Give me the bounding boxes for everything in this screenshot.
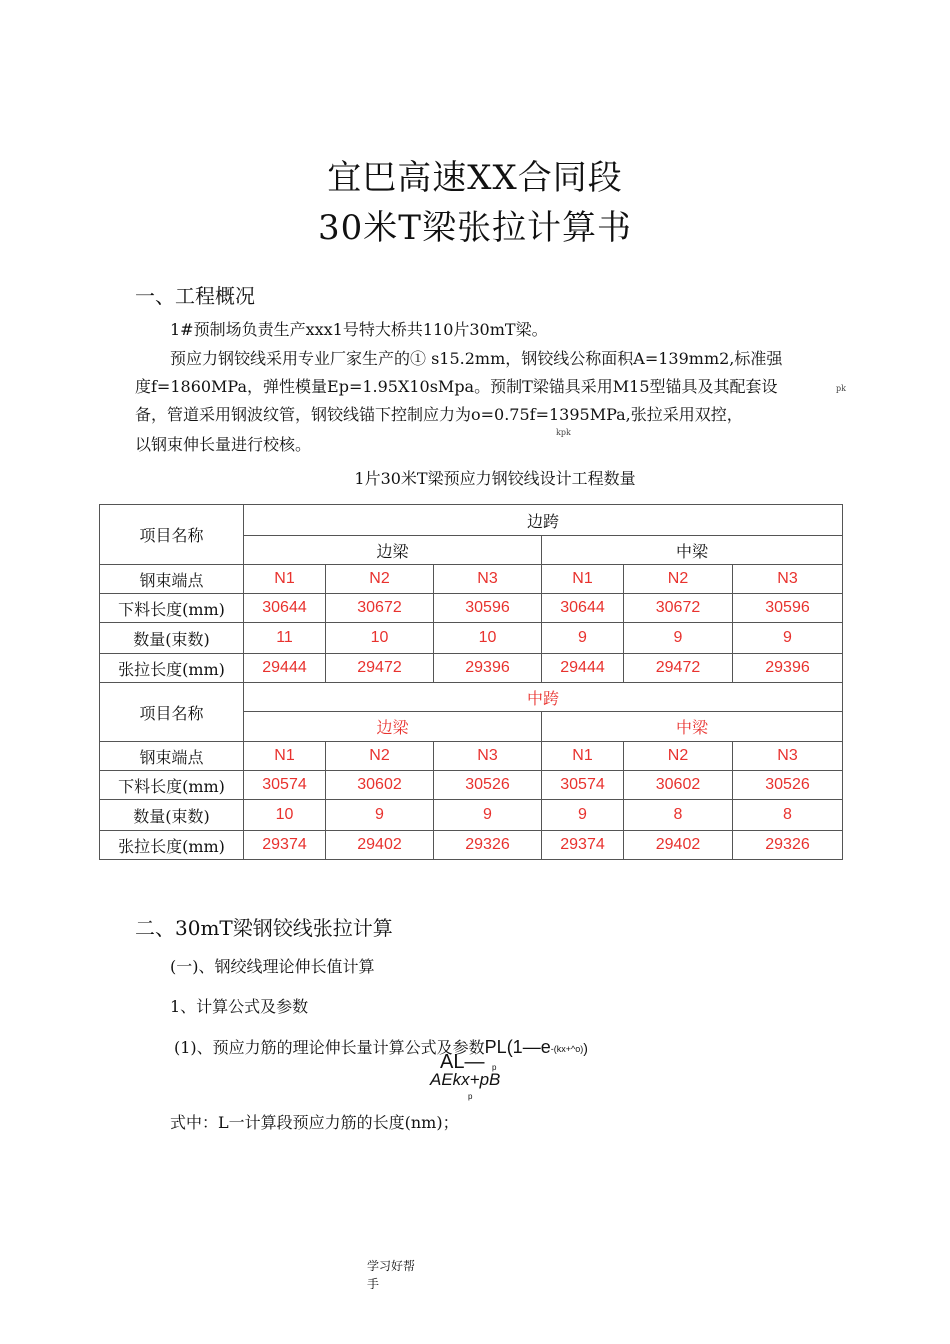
table-cell: 8	[624, 800, 733, 831]
group-header-middle-beam: 中梁	[542, 712, 843, 742]
row-label: 数量(束数)	[100, 800, 244, 831]
table-cell: 9	[542, 800, 624, 831]
section1-para2-line1: 预应力钢铰线采用专业厂家生产的① s15.2mm，钢铰线公称面积A=139mm2,标准强	[170, 349, 783, 368]
table-cell: N3	[434, 565, 542, 594]
table-row	[100, 800, 843, 831]
table-cell: 29444	[542, 654, 624, 683]
row-label: 下料长度(mm)	[100, 771, 244, 800]
table-cell: 30596	[733, 594, 843, 623]
section2-heading: 二、30mT梁钢铰线张拉计算	[135, 916, 393, 940]
formula-denominator: AEkx+pB	[430, 1070, 501, 1089]
formula-exponent: -(kx+^o)	[550, 1044, 584, 1054]
span-header: 中跨	[244, 683, 843, 712]
table-cell: N3	[434, 742, 542, 771]
table-row	[100, 683, 843, 712]
row-label: 钢束端点	[100, 742, 244, 771]
table-cell: N2	[326, 565, 434, 594]
subscript-kpk: kpk	[556, 428, 571, 437]
table-cell: 29472	[326, 654, 434, 683]
row-label: 张拉长度(mm)	[100, 654, 244, 683]
table-cell: N1	[542, 565, 624, 594]
where-line: 式中：L一计算段预应力筋的长度(nm)；	[170, 1113, 459, 1132]
section1-para2-line3: 备，管道采用钢波纹管，钢铰线锚下控制应力为o=0.75f=1395MPa,张拉采用双控，	[135, 405, 743, 424]
table-cell: 30596	[434, 594, 542, 623]
section2-subheading-2: 1、计算公式及参数	[170, 997, 309, 1016]
formula-intro	[174, 1034, 588, 1063]
table-cell: 30672	[326, 594, 434, 623]
table-cell: 10	[326, 623, 434, 654]
section1-para2-line4: 以钢束伸长量进行校核。	[135, 435, 312, 454]
table-cell: N2	[624, 742, 733, 771]
item-name-header: 项目名称	[100, 683, 244, 742]
table-cell: N1	[542, 742, 624, 771]
table-cell: 30644	[244, 594, 326, 623]
table-row	[100, 565, 843, 594]
table-row	[100, 505, 843, 536]
table-cell: 8	[733, 800, 843, 831]
row-label: 数量(束数)	[100, 623, 244, 654]
table-cell: 29326	[434, 831, 542, 860]
table-cell: 30526	[733, 771, 843, 800]
table-cell: 29396	[434, 654, 542, 683]
table-cell: 9	[733, 623, 843, 654]
table-row	[100, 742, 843, 771]
group-header-middle-beam: 中梁	[542, 536, 843, 565]
quantity-table	[99, 504, 843, 860]
row-label: 钢束端点	[100, 565, 244, 594]
table-cell: 9	[542, 623, 624, 654]
table-row	[100, 654, 843, 683]
document-title-line2: 30米T梁张拉计算书	[318, 208, 632, 248]
formula-numerator: AL—	[440, 1051, 485, 1073]
table-cell: N3	[733, 565, 843, 594]
table-cell: N2	[624, 565, 733, 594]
table-cell: 29472	[624, 654, 733, 683]
section1-para2-line2: 度f=1860MPa，弹性模量Ep=1.95X10sMpa。预制T梁锚具采用M15型锚具及其配套设	[135, 377, 778, 396]
section1-heading: 一、工程概况	[135, 284, 255, 308]
item-name-header: 项目名称	[100, 505, 244, 565]
formula-denominator-sub: p	[468, 1092, 473, 1101]
table-cell: 30574	[542, 771, 624, 800]
table-cell: 29326	[733, 831, 843, 860]
table-cell: 30672	[624, 594, 733, 623]
group-header-edge-beam: 边梁	[244, 536, 542, 565]
table-cell: 29402	[326, 831, 434, 860]
row-label: 张拉长度(mm)	[100, 831, 244, 860]
table-cell: 29374	[542, 831, 624, 860]
table-cell: 30602	[624, 771, 733, 800]
subscript-pk: pk	[836, 384, 846, 393]
formula-numerator-sub: p	[492, 1063, 497, 1072]
span-header: 边跨	[244, 505, 843, 536]
document-title-line1: 宜巴高速XX合同段	[327, 158, 623, 198]
row-label: 下料长度(mm)	[100, 594, 244, 623]
table-cell: 9	[326, 800, 434, 831]
table-row	[100, 594, 843, 623]
table-row	[100, 623, 843, 654]
section2-subheading-1: (一)、钢绞线理论伸长值计算	[170, 957, 375, 976]
table-cell: 9	[434, 800, 542, 831]
table-cell: 29374	[244, 831, 326, 860]
table-cell: 29444	[244, 654, 326, 683]
table-cell: 30574	[244, 771, 326, 800]
table-cell: 30644	[542, 594, 624, 623]
table-row	[100, 771, 843, 800]
footer-line1: 学习好帮	[367, 1259, 416, 1273]
table-cell: 11	[244, 623, 326, 654]
formula-tail: PL(1—e	[484, 1037, 551, 1057]
table-cell: N1	[244, 565, 326, 594]
table-cell: N1	[244, 742, 326, 771]
table-caption: 1片30米T梁预应力钢铰线设计工程数量	[354, 469, 636, 488]
table-cell: 29396	[733, 654, 843, 683]
table-cell: N3	[733, 742, 843, 771]
section1-para1: 1#预制场负责生产xxx1号特大桥共110片30mT梁。	[170, 320, 548, 339]
table-cell: 29402	[624, 831, 733, 860]
formula-close: )	[583, 1040, 588, 1056]
table-row	[100, 831, 843, 860]
table-cell: N2	[326, 742, 434, 771]
table-cell: 9	[624, 623, 733, 654]
table-cell: 10	[434, 623, 542, 654]
formula-intro-text: (1)、预应力筋的理论伸长量计算公式及参数	[174, 1038, 485, 1057]
table-cell: 30526	[434, 771, 542, 800]
table-cell: 10	[244, 800, 326, 831]
group-header-edge-beam: 边梁	[244, 712, 542, 742]
footer-line2: 手	[367, 1277, 380, 1291]
table-cell: 30602	[326, 771, 434, 800]
